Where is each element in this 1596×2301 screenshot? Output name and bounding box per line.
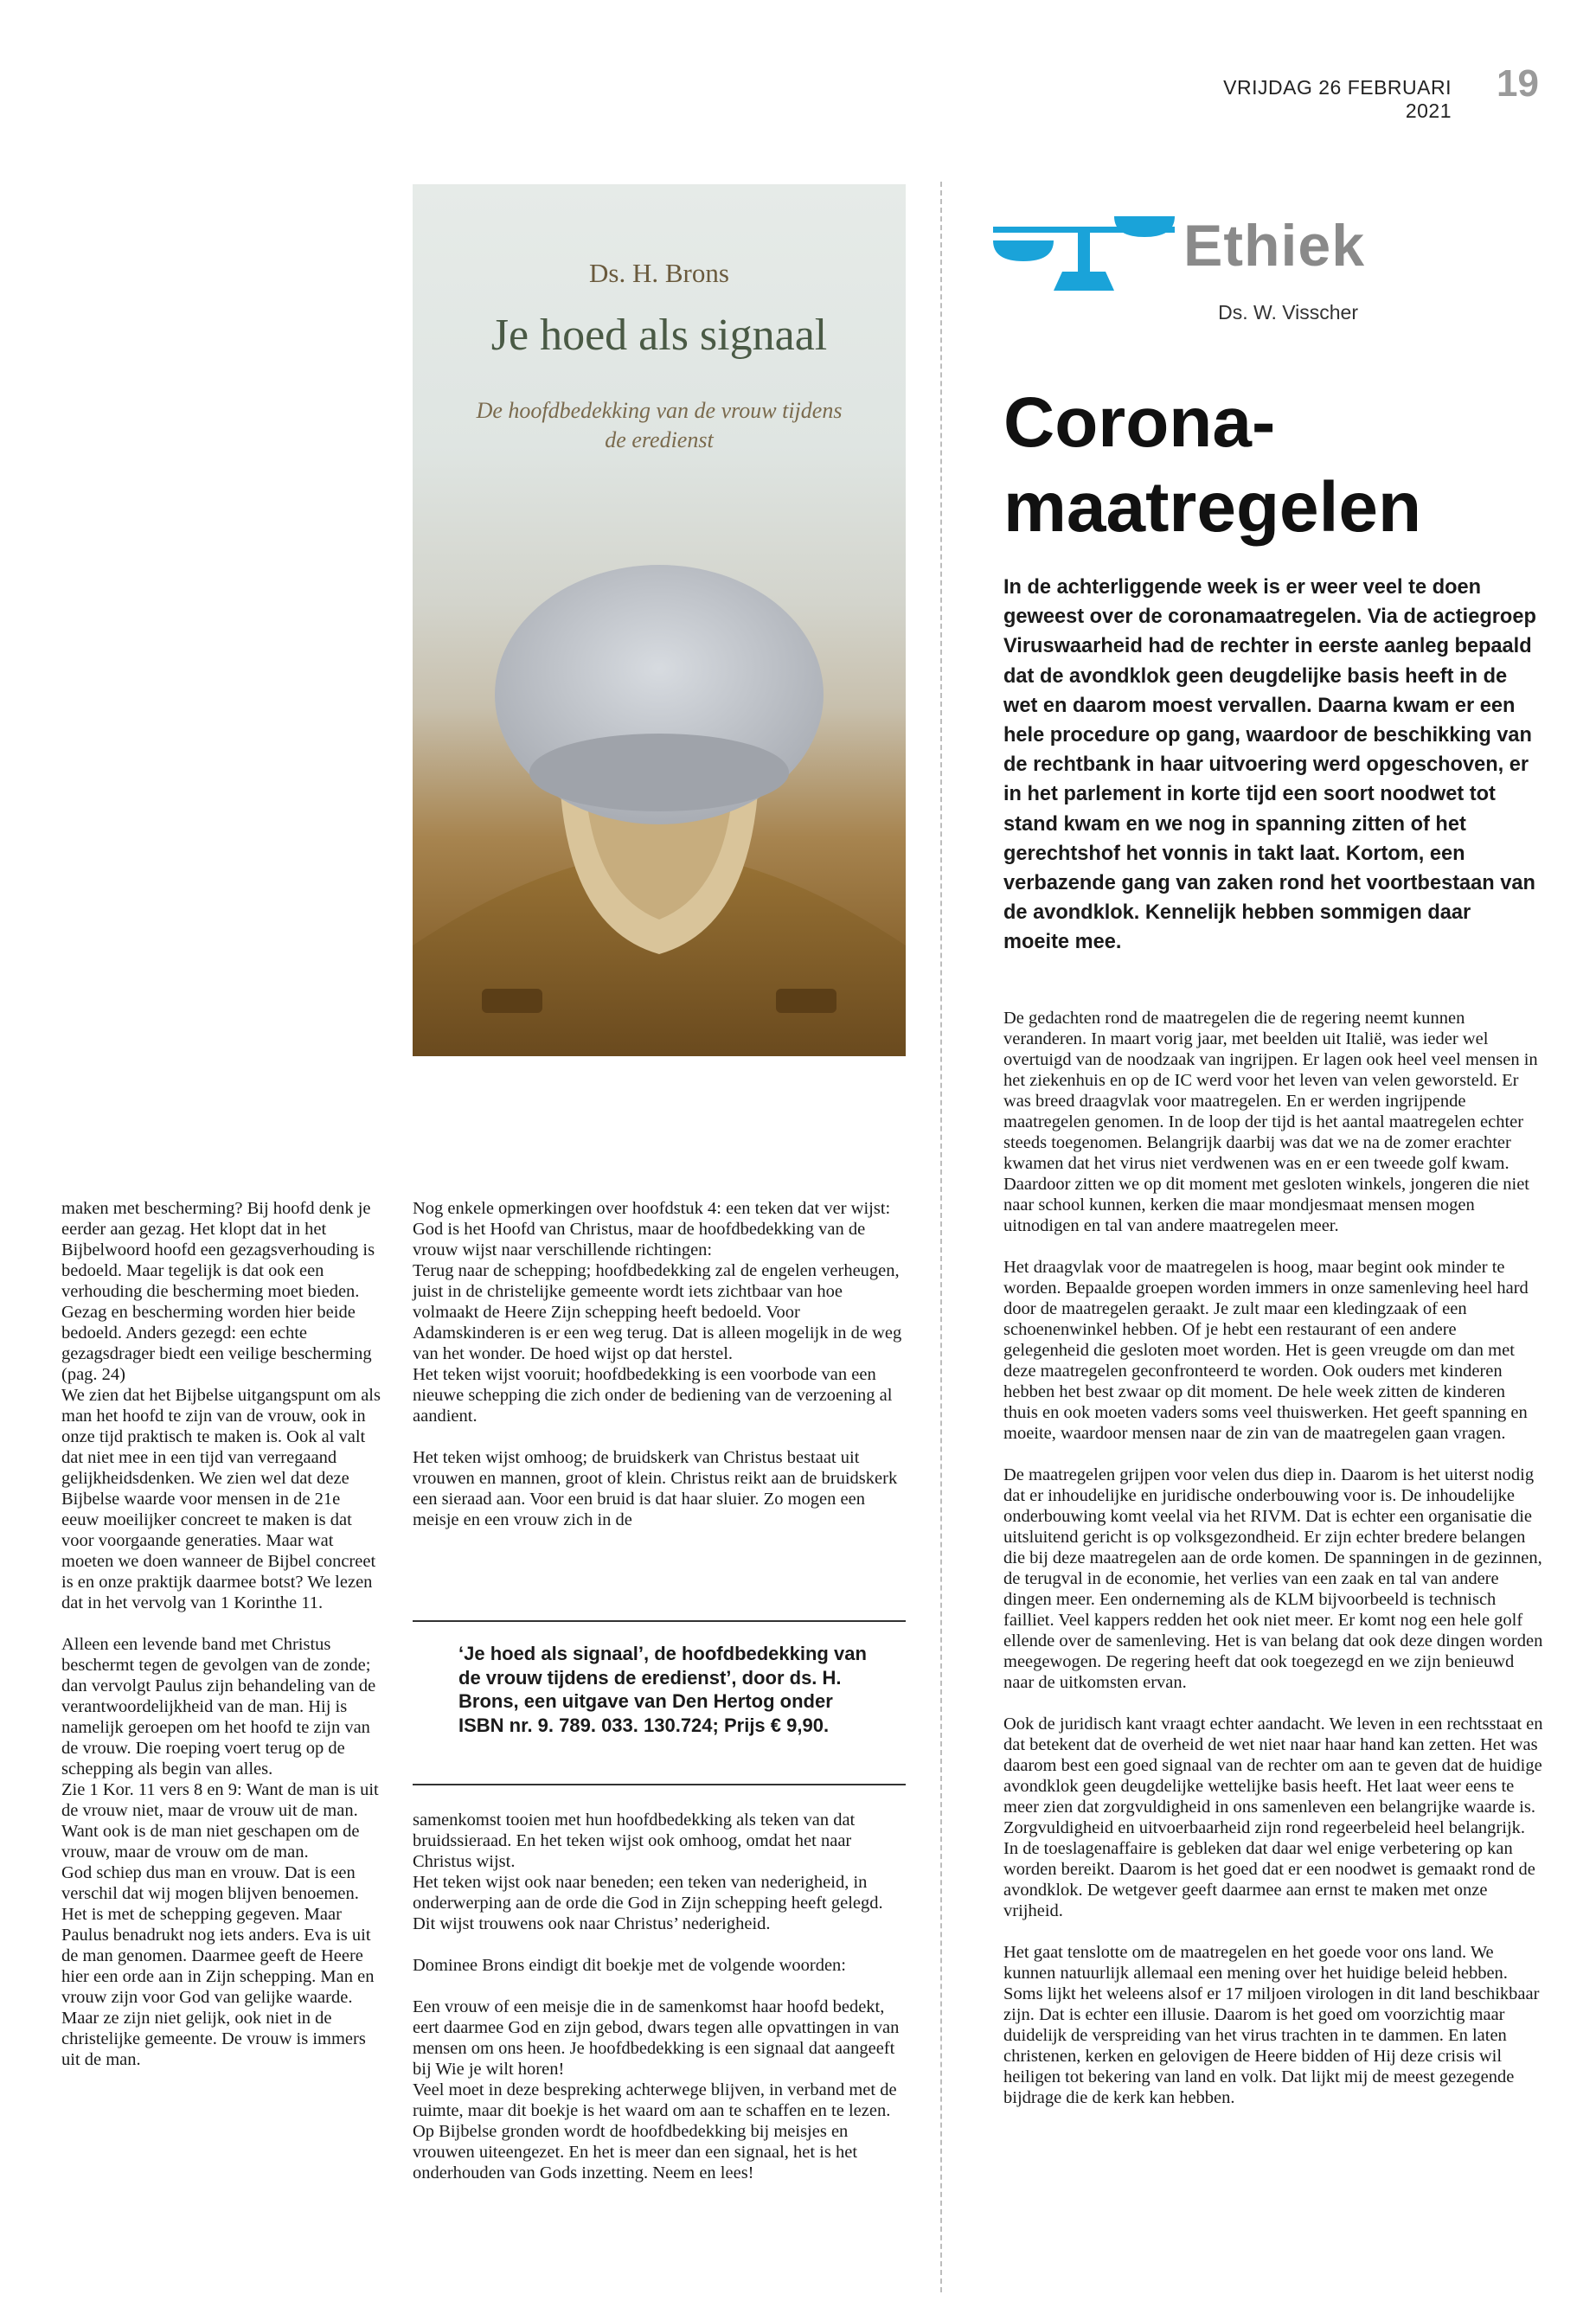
cover-title: Je hoed als signaal bbox=[490, 311, 828, 360]
paragraph: Nog enkele opmerkingen over hoofdstuk 4: een teken dat ver wijst: God is het Hoofd van Christus, maar de hoofdbedekking van de vrouw wijst naar verschillende richtingen: Terug naar de schepping; hoofdbedekking zal de engelen verheugen, juist in de christelijke gemeente wordt iets zichtbaar van hoe volmaakt de Heere Zijn schepping heeft bedoeld. Voor Adamskinderen is er een weg terug. Dat is alleen mogelijk in de weg van het wonder. De hoed wijst op dat herstel. Het teken wijst vooruit; hoofdbedekking is een voorbode van een nieuwe schepping die zich onder de bediening van de verzoening al aandient. bbox=[413, 1199, 902, 1426]
paragraph: Ook de juridisch kant vraagt echter aandacht. We leven in een rechtsstaat en dat betekent dat de overheid de wet niet naar haar hand kan zetten. Het was daarom best een goed signaal van de rechter om aan te geven dat de huidige avondklok geen deugdelijke wettelijke basis heeft. Het laat weer eens te meer zien dat zorgvuldigheid in ons samenleven een belangrijke waarde is. Zorgvuldigheid en uitvoerbaarheid zijn rond regeerbeleid heel belangrijk. In de toeslagenaffaire is gebleken dat daar wel enige verbetering op kan worden bereikt. Daarom is het goed dat er een noodwet is gemaakt rond de avondklok. De wetgever geeft daarmee aan ernst te maken met onze vrijheid. bbox=[1003, 1715, 1543, 1920]
paragraph: De gedachten rond de maatregelen die de regering neemt kunnen veranderen. In maart vorig jaar, met beelden uit Italië, was ieder wel overtuigd van de noodzaak van ingrijpen. Er lagen ook heel veel mensen in het ziekenhuis en op de IC werd voor het leven van velen geworsteld. Er was breed draagvlak voor maatregelen. En er werden ingrijpende maatregelen genomen. In de loop der tijd is het aantal maatregelen echter steeds toegenomen. Belangrijk daarbij was dat we na de zomer erachter kwamen dat het virus niet verdwenen was en er een tweede golf kwam. Daardoor zitten we op dit moment met gesloten winkels, jongeren die niet naar school kunnen, kerken die maar mondjesmaat mensen mogen uitnodigen en tal van andere maatregelen meer. bbox=[1003, 1009, 1538, 1235]
headline-line-2: maatregelen bbox=[1003, 468, 1422, 547]
paragraph: maken met bescherming? Bij hoofd denk je eerder aan gezag. Het klopt dat in het Bijbelwoord hoofd een gezagsverhouding is bedoeld. Maar tegelijk is dat ook een verhouding die bescherming moet bieden. Gezag en bescherming worden hier beide bedoeld. Anders gezegd: een echte gezagsdrager biedt een veilige bescherming (pag. 24) We zien dat het Bijbelse uitgangspunt om als man het hoofd te zijn van de vrouw, ook in onze tijd praktisch te maken is. Ook al valt dat niet mee in een tijd van verregaand gelijkheidsdenken. We zien wel dat deze Bijbelse waarde voor mensen in de 21e eeuw moeilijker concreet te maken is dat voor voorgaande generaties. Maar wat moeten we doen wanneer de Bijbel concreet is en onze praktijk daarmee botst? We lezen dat in het vervolg van 1 Korinthe 11. bbox=[61, 1199, 381, 1612]
section-title: Ethiek bbox=[1183, 213, 1366, 279]
cover-author: Ds. H. Brons bbox=[589, 258, 729, 288]
book-info-box: ‘Je hoed als signaal’, de hoofdbedekking van de vrouw tijdens de eredienst’, door ds. H. Brons, een uitgave van Den Hertog onder ISBN nr. 9. 789. 033. 130.724; Prijs € 9,90. bbox=[458, 1643, 867, 1736]
column-2-top bbox=[413, 1198, 906, 1551]
article-byline: Ds. W. Visscher bbox=[1218, 301, 1358, 324]
book-cover bbox=[413, 184, 906, 1056]
info-box-rule-top bbox=[413, 1620, 906, 1622]
column-2-bottom bbox=[413, 1810, 906, 2204]
paragraph: Alleen een levende band met Christus beschermt tegen de gevolgen van de zonde; dan vervolgt Paulus zijn behandeling van de verantwoordelijkheid van de man. Hij is namelijk geroepen om het hoofd te zijn van de vrouw. Die roeping voert terug op de schepping als begin van alles. Zie 1 Kor. 11 vers 8 en 9: Want de man is uit de vrouw niet, maar de vrouw uit de man. Want ook is de man niet geschapen om de vrouw, maar de vrouw om de man. God schiep dus man en vrouw. Dat is een verschil dat wij mogen blijven benoemen. Het is met de schepping gegeven. Maar Paulus benadrukt nog iets anders. Eva is uit de man genomen. Daarmee geeft de Heere hier een orde aan in Zijn schepping. Man en vrouw zijn voor God van gelijke waarde. Maar ze zijn niet gelijk, ook niet in de christelijke gemeente. De vrouw is immers uit de man. bbox=[61, 1635, 379, 2069]
article-headline bbox=[1003, 381, 1540, 550]
paragraph: Dominee Brons eindigt dit boekje met de volgende woorden: bbox=[413, 1956, 846, 1975]
headline-line-1: Corona- bbox=[1003, 383, 1276, 462]
paragraph: Een vrouw of een meisje die in de samenkomst haar hoofd bedekt, eert daarmee God en zijn gebod, dwars tegen alle opvattingen in van mensen om ons heen. Je hoofdbedekking is een signaal dat aangeeft bij Wie je wilt horen! Veel moet in deze bespreking achterwege blijven, in verband met de ruimte, maar dit boekje is het waard om aan te schaffen en te lezen. Op Bijbelse gronden wordt de hoofdbedekking bij meisjes en vrouwen uiteengezet. En het is meer dan een signaal, het is het onderhouden van Gods inzetting. Neem en lees! bbox=[413, 1997, 900, 2182]
page-date: VRIJDAG 26 FEBRUARI 2021 bbox=[1223, 76, 1452, 122]
scale-icon bbox=[993, 216, 1175, 294]
info-box-rule-bottom bbox=[413, 1784, 906, 1785]
paragraph: Het draagvlak voor de maatregelen is hoog, maar begint ook minder te worden. Bepaalde groepen worden immers in onze samenleving heel hard door de maatregelen geraakt. Je zult maar een kledingzaak of een schoenenwinkel hebben. Of je hebt een restaurant of een andere gelegenheid die gesloten moet worden. Het is geen vreugde om dan met deze maatregelen geconfronteerd te worden. Ook ouders met kinderen hebben het best zwaar op dit moment. De hele week zitten de kinderen thuis en ook moeten vaders soms veel thuiswerken. Het geeft spanning en moeite, waardoor mensen naar de zin van de maatregelen gaan vragen. bbox=[1003, 1258, 1529, 1443]
column-1 bbox=[61, 1198, 381, 2091]
page-number: 19 bbox=[1497, 62, 1539, 105]
column-3 bbox=[1003, 1008, 1543, 2129]
paragraph: Het teken wijst omhoog; de bruidskerk van Christus bestaat uit vrouwen en mannen, groot of klein. Christus reikt aan de bruidskerk een sieraad aan. Voor een bruid is dat haar sluier. Zo mogen een meisje en een vrouw zich in de bbox=[413, 1448, 898, 1529]
column-divider bbox=[940, 182, 942, 2292]
cover-subtitle: De hoofdbedekking van de vrouw tijdens de eredienst bbox=[476, 398, 843, 452]
paragraph: De maatregelen grijpen voor velen dus diep in. Daarom is het uiterst nodig dat er inhoudelijke en juridische onderbouwing voor is. De inhoudelijke onderbouwing komt veelal via het RIVM. Dat is echter een organisatie die uitsluitend gericht is op volksgezondheid. Er zijn echter bredere belangen die bij deze maatregelen aan de orde komen. De spanningen in de gezinnen, de terugval in de economie, het verlies van een zaak en tal van andere dingen meer. Een onderneming als de KLM bijvoorbeeld is technisch failliet. Veel kappers redden het ook niet meer. Er komt nog een hele golf ellende over de samenleving. Het is van belang dat ook deze dingen worden meegewogen. De regering heeft dat ook toegezegd en we zijn benieuwd naar de uitkomsten ervan. bbox=[1003, 1465, 1543, 1692]
article-lede: In de achterliggende week is er weer veel te doen geweest over de coronamaatregelen. Via de actiegroep Viruswaarheid had de rechter in eerste aanleg bepaald dat de avondklok geen deugdelijke basis heeft in de wet en daarom moest vervallen. Daarna kwam er een hele procedure op gang, waardoor de beschikking van de rechtbank in haar uitvoering werd opgeschoven, er in het parlement in korte tijd een soort noodwet tot stand kwam en we nog in spanning zitten of het gerechtshof het vonnis in takt laat. Kortom, een verbazende gang van zaken rond het voortbestaan van de avondklok. Kennelijk hebben sommigen daar moeite mee. bbox=[1003, 576, 1536, 954]
paragraph: samenkomst tooien met hun hoofdbedekking als teken van dat bruidssieraad. En het teken wijst ook omhoog, omdat het naar Christus wijst. Het teken wijst ook naar beneden; een teken van nederigheid, in onderwerping aan de orde die God in Zijn schepping heeft gelegd. Dit wijst trouwens ook naar Christus’ nederigheid. bbox=[413, 1811, 883, 1933]
paragraph: Het gaat tenslotte om de maatregelen en het goede voor ons land. We kunnen natuurlijk allemaal een mening over het huidige beleid hebben. Soms lijkt het weleens alsof er 17 miljoen virologen in dit land beschikbaar zijn. Dat is echter een illusie. Daarom is het goed om voorzichtig maar duidelijk de verspreiding van het virus trachten in te dammen. En laten christenen, kerken en gelovigen de Heere bidden of Hij deze crisis wil heiligen tot bekering van land en volk. Dat lijkt mij de meest gezegende bijdrage die de kerk kan hebben. bbox=[1003, 1943, 1540, 2107]
